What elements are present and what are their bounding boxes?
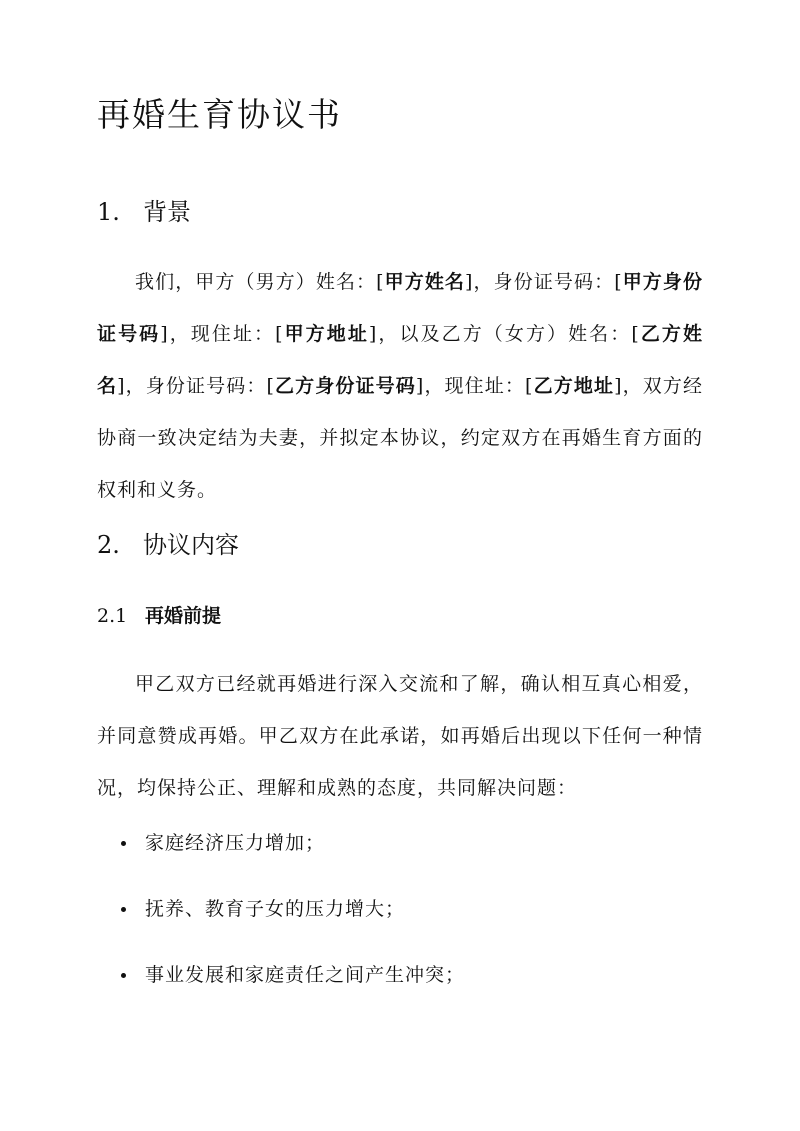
list-item <box>118 896 465 962</box>
situation-list <box>118 830 465 1028</box>
section-number: 2. <box>97 531 120 559</box>
bullet-icon <box>121 907 126 912</box>
list-item <box>118 830 465 896</box>
paragraph-text: ]，双方经协商一致决定结为夫妻，并拟定本协议，约定双方在再婚生育方面的权利和义务。 <box>97 375 703 501</box>
bullet-icon <box>121 841 126 846</box>
paragraph-text: 我们，甲方（男方）姓名：[ <box>135 271 385 293</box>
section-heading-agreement <box>97 531 239 560</box>
list-item-text: 事业发展和家庭责任之间产生冲突； <box>145 964 466 986</box>
paragraph-text: ]，现住址：[ <box>160 323 284 345</box>
party-b-id-placeholder: 乙方身份证号码 <box>274 375 416 397</box>
section-number: 1. <box>97 198 120 226</box>
subsection-heading-remarriage-premise <box>97 605 221 628</box>
section-heading-background <box>97 198 191 227</box>
party-a-name-placeholder: 甲方姓名 <box>384 271 466 293</box>
paragraph-text: ]，以及乙方（女方）姓名：[ <box>368 323 640 345</box>
party-b-address-placeholder: 乙方地址 <box>533 375 615 397</box>
section-title: 背景 <box>143 198 191 226</box>
subsection-number: 2.1 <box>97 605 128 627</box>
paragraph-text: ]，现住址：[ <box>415 375 534 397</box>
subsection-title: 再婚前提 <box>145 605 222 627</box>
paragraph-text: ]，身份证号码：[ <box>465 271 623 293</box>
party-a-id-placeholder: 甲方身份证号码 <box>97 271 703 345</box>
remarriage-premise-paragraph: 甲乙双方已经就再婚进行深入交流和了解，确认相互真心相爱，并同意赞成再婚。甲乙双方在此承诺，如再婚后出现以下任何一种情况，均保持公正、理解和成熟的态度，共同解决问题： <box>97 673 703 799</box>
section-title: 协议内容 <box>143 531 239 559</box>
bullet-icon <box>121 973 126 978</box>
document-title: 再婚生育协议书 <box>97 95 342 134</box>
list-item-text: 抚养、教育子女的压力增大； <box>145 898 406 920</box>
list-item-text: 家庭经济压力增加； <box>145 832 326 854</box>
list-item <box>118 962 465 1028</box>
background-paragraph <box>97 256 703 516</box>
party-a-address-placeholder: 甲方地址 <box>283 323 369 345</box>
party-b-name-placeholder: 乙方姓名 <box>97 323 703 397</box>
paragraph-text: ]，身份证号码：[ <box>117 375 275 397</box>
